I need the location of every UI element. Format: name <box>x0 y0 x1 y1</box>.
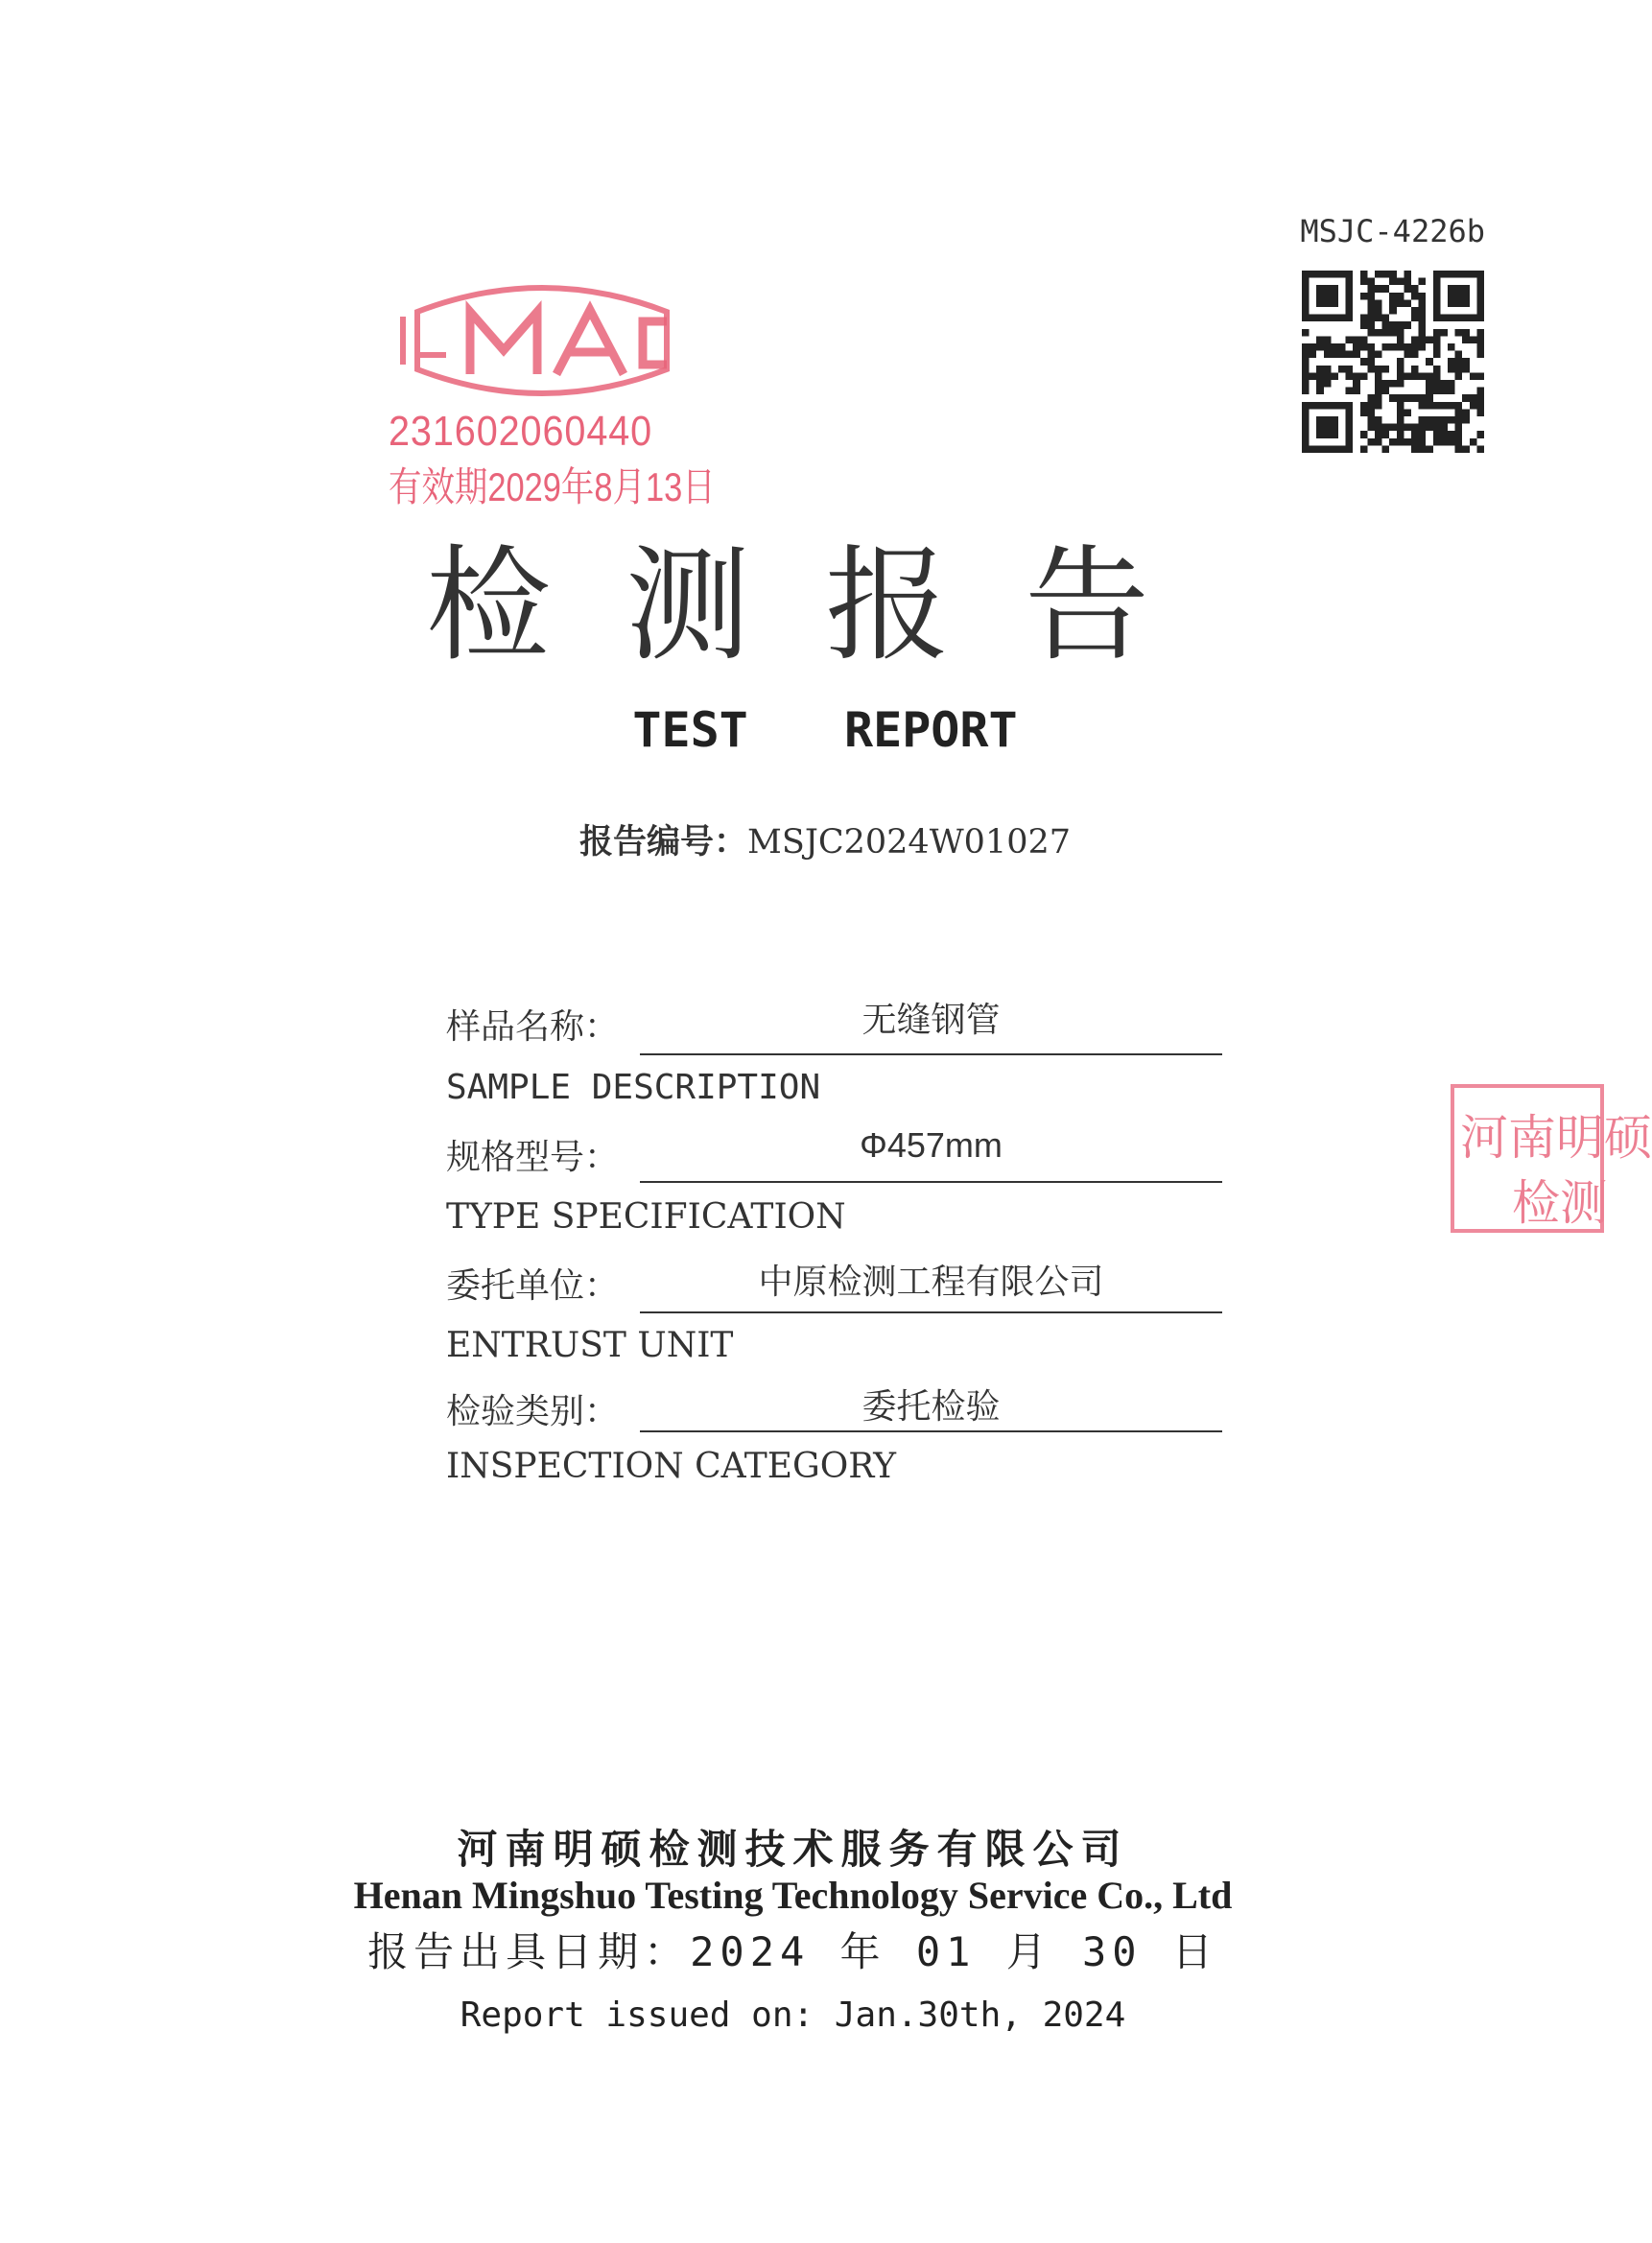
cma-stamp-logo <box>379 273 705 408</box>
seal-line-1: 河南明硕 <box>1460 1111 1652 1165</box>
issue-date-chinese: 报告出具日期：2024 年 01 月 30 日 <box>367 1928 1218 1975</box>
entrust-unit-label-cn: 委托单位： <box>446 1266 620 1306</box>
type-spec-label: 规格型号： <box>446 1138 620 1177</box>
title-chinese: 检测报告 <box>425 532 1224 678</box>
type-specification-label: TYPE SPECIFICATION <box>446 1197 846 1237</box>
type-spec-value: Φ457mm <box>860 1125 1003 1165</box>
sample-name-label: 样品名称： <box>446 1007 620 1047</box>
entrust-unit-value: 中原检测工程有限公司 <box>758 1263 1104 1302</box>
title-english: TEST REPORT <box>632 702 1018 758</box>
report-number <box>0 815 1650 863</box>
report-number-value: MSJC2024W01027 <box>747 823 1072 862</box>
cma-validity: 有效期2029年8月13日 <box>389 464 716 509</box>
company-seal-partial <box>1451 1084 1652 1233</box>
inspection-category-underline <box>640 1430 1222 1432</box>
company-name-english: Henan Mingshuo Testing Technology Service Co., Ltd <box>353 1874 1233 1917</box>
sample-name-underline <box>640 1053 1222 1055</box>
sample-description-label: SAMPLE DESCRIPTION <box>446 1068 821 1107</box>
document-code: MSJC-4226b <box>1300 213 1485 249</box>
entrust-unit-underline <box>640 1311 1222 1313</box>
inspection-category-label: INSPECTION CATEGORY <box>446 1447 897 1486</box>
inspection-category-label-cn: 检验类别： <box>446 1392 620 1431</box>
sample-name-value: 无缝钢管 <box>861 1001 1001 1040</box>
issue-date-english: Report issued on: Jan.30th, 2024 <box>460 1995 1126 2035</box>
report-number-label: 报告编号： <box>578 823 747 862</box>
entrust-unit-label: ENTRUST UNIT <box>446 1326 734 1365</box>
company-name-chinese: 河南明硕检测技术服务有限公司 <box>457 1826 1129 1873</box>
cma-number: 231602060440 <box>389 408 653 455</box>
type-spec-underline <box>640 1181 1222 1183</box>
inspection-category-value: 委托检验 <box>861 1387 1001 1427</box>
seal-line-2: 检测 <box>1512 1176 1608 1230</box>
qr-code-icon <box>1302 271 1484 453</box>
